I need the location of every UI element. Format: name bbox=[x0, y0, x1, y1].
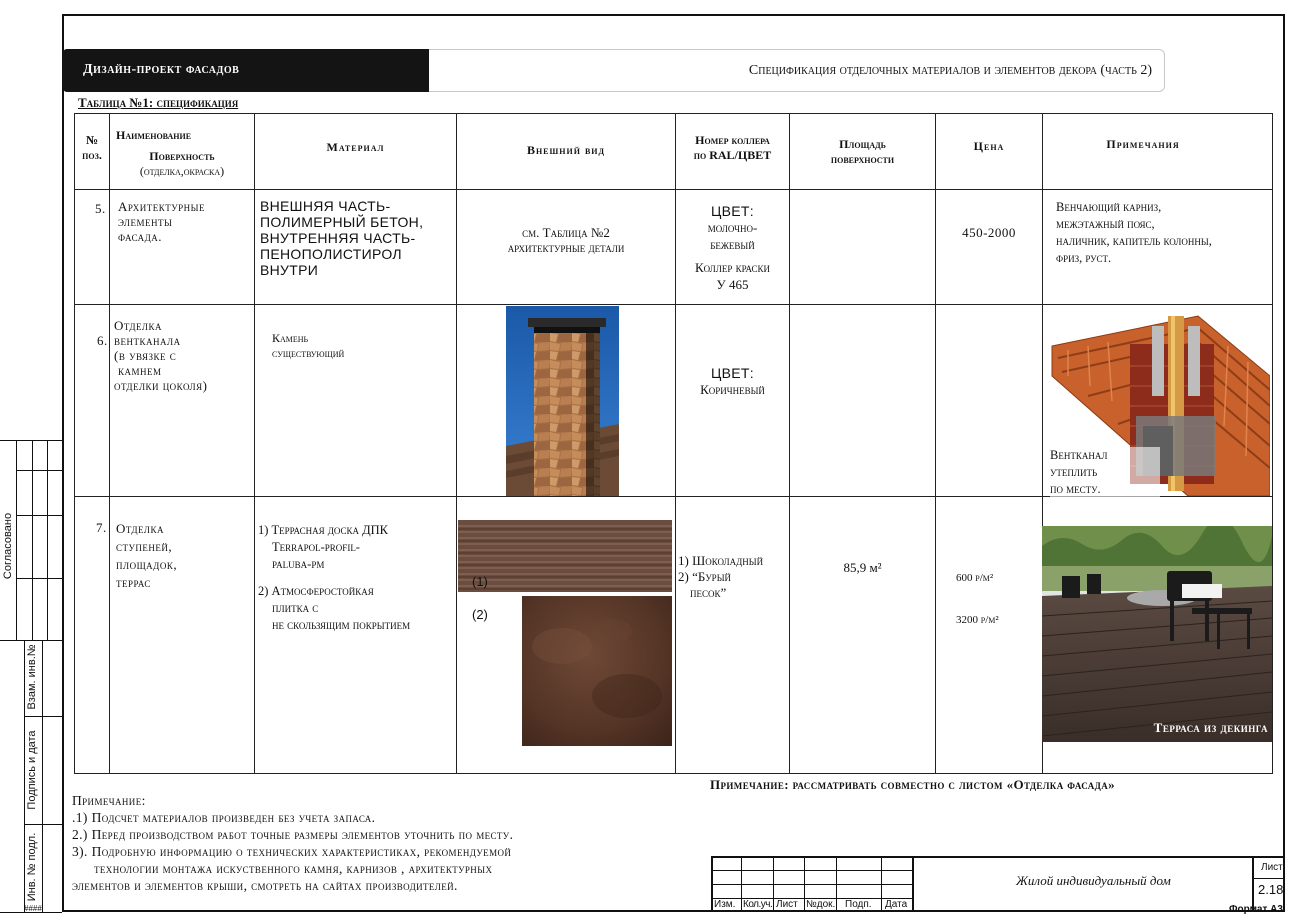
row7-name: Отделка ступеней, площадок, террас bbox=[116, 521, 178, 590]
tb-col-izm: Изм. bbox=[714, 899, 736, 910]
tb-col-doc: №док. bbox=[806, 899, 836, 910]
row6-material: Камень существующий bbox=[272, 331, 345, 360]
row7-area: 85,9 м² bbox=[843, 560, 882, 575]
terrace-caption: Терраса из декинга bbox=[1153, 720, 1268, 735]
tb-col-date: Дата bbox=[885, 899, 908, 910]
row5-price: 450-2000 bbox=[962, 225, 1016, 240]
col-price-header: Цена bbox=[973, 139, 1005, 153]
row5-name: Архитектурные элементы фасада. bbox=[118, 199, 205, 244]
chimney-stone-image bbox=[506, 306, 619, 496]
row5-appearance: см. Таблица №2 архитектурные детали bbox=[507, 225, 625, 255]
col-name-header: Наименование Поверхность (отделка,окраска) bbox=[116, 128, 225, 178]
row5-num: 5. bbox=[95, 201, 106, 216]
row7-material: 1) Террасная доска ДПК Terrapol-profil- paluba-pm 2) Атмосферостойкая плитка с не скользящим покрытием bbox=[258, 523, 411, 632]
col-area-header: Площадь поверхности bbox=[830, 137, 895, 166]
sheet-title-bar bbox=[429, 49, 1165, 92]
tb-sheet-label: Лист bbox=[1261, 862, 1283, 873]
col-notes-header: Примечания bbox=[1106, 137, 1180, 151]
row5-color: ЦВЕТ: молочно- бежевый Коллер краски У 465 bbox=[694, 203, 771, 292]
tile-image bbox=[522, 596, 672, 746]
table-caption: Таблица №1: спецификация bbox=[78, 95, 239, 110]
note-line: элементов и элементов крыши, смотреть на сайтах производителей. bbox=[72, 878, 458, 893]
note-line: технологии монтажа искуственного камня, карнизов , архитектурных bbox=[94, 861, 493, 876]
row6-num: 6. bbox=[97, 333, 108, 348]
deck-board-image bbox=[458, 520, 672, 592]
note-line: 3). Подробную информацию о технических характеристиках, рекомендуемой bbox=[72, 844, 512, 859]
tb-col-list: Лист bbox=[776, 899, 798, 910]
note-line: 2.) Перед производством работ точные размеры элементов уточнить по месту. bbox=[72, 827, 514, 842]
row7-color: 1) Шоколадный 2) “Бурый песок” bbox=[678, 553, 764, 600]
table-note: Примечание: рассматривать совместно с листом «Отделка фасада» bbox=[710, 777, 1116, 792]
terrace-photo bbox=[1042, 526, 1272, 742]
stamp-inv-replace: Взам. инв.№ bbox=[26, 644, 38, 710]
tb-format: Формат А3 bbox=[1229, 904, 1283, 915]
row7-price: 600 р/м² 3200 р/м² bbox=[956, 572, 999, 626]
stamp-sign-date: Подпись и дата bbox=[26, 730, 38, 810]
col-color-header: Номер коллера по RAL/ЦВЕТ bbox=[693, 133, 772, 162]
general-notes bbox=[72, 792, 513, 894]
sheet-title: Спецификация отделочных материалов и элементов декора (часть 2) bbox=[748, 63, 1152, 78]
stamp-inv-orig: Инв. № подл. bbox=[26, 832, 38, 902]
row5-notes: Венчающий карниз, межэтажный пояс, наличник, капитель колонны, фриз, руст. bbox=[1056, 200, 1212, 265]
tb-col-kolvo: Кол.уч. bbox=[743, 899, 773, 910]
note-line: .1) Подсчет материалов произведен без учета запаса. bbox=[72, 810, 376, 825]
row7-num: 7. bbox=[96, 520, 107, 535]
row6-name: Отделка вентканала (в увязке с камнем отделки цоколя) bbox=[114, 318, 208, 393]
tb-building: Жилой индивидуальный дом bbox=[1016, 873, 1171, 888]
row6-notes: Вентканал утеплить по месту. bbox=[1050, 447, 1160, 498]
stamp-agreed: Согласовано bbox=[2, 512, 14, 580]
col-material-header: Материал bbox=[326, 140, 385, 154]
tb-sheet-number: 2.18 bbox=[1258, 882, 1284, 897]
row6-color: ЦВЕТ: Коричневый bbox=[700, 365, 765, 397]
tb-col-sign: Подп. bbox=[845, 899, 872, 910]
project-title: Дизайн-проект фасадов bbox=[83, 62, 240, 77]
notes-title: Примечание: bbox=[72, 793, 146, 808]
tile-label: (2) bbox=[472, 607, 488, 622]
project-title-bar bbox=[63, 49, 429, 92]
stamp-corner: #### bbox=[24, 904, 42, 913]
col-num-header: № поз. bbox=[82, 133, 102, 162]
col-appearance-header: Внешний вид bbox=[526, 143, 606, 157]
row5-material: ВНЕШНЯЯ ЧАСТЬ- ПОЛИМЕРНЫЙ БЕТОН, ВНУТРЕННЯЯ ЧАСТЬ- ПЕНОПОЛИСТИРОЛ ВНУТРИ bbox=[260, 198, 424, 278]
deck-label: (1) bbox=[472, 574, 488, 589]
